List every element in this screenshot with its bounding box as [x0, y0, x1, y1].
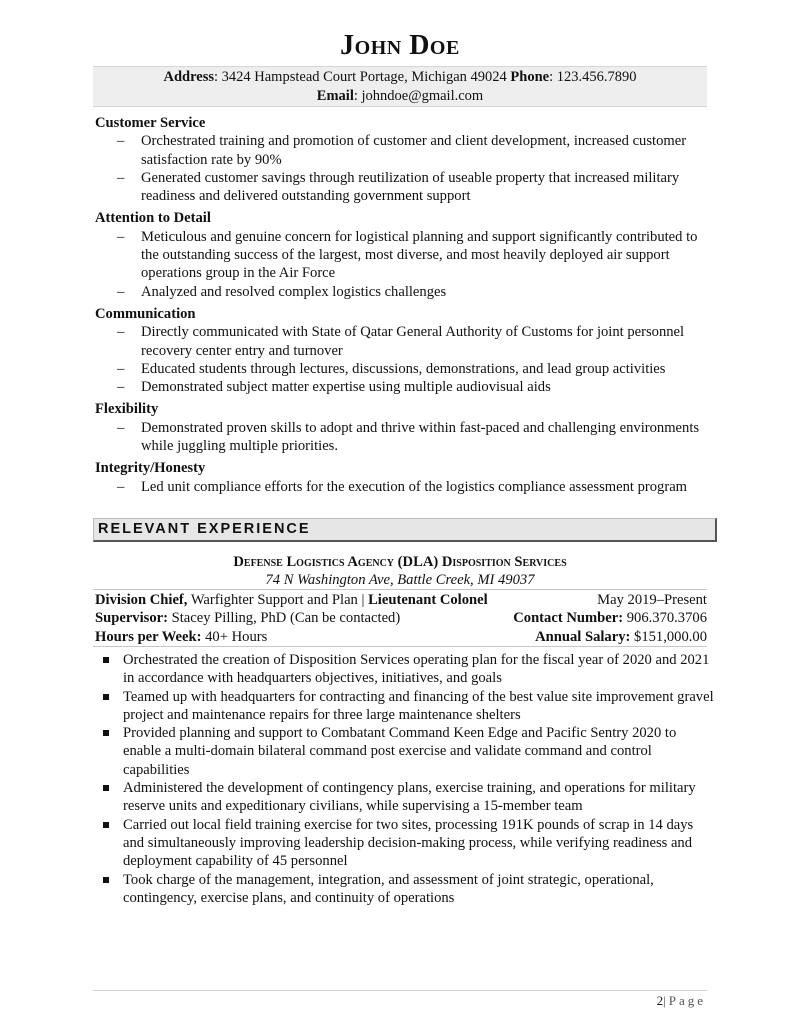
employer-address: 74 N Washington Ave, Battle Creek, MI 49037: [265, 572, 535, 588]
square-bullet: [103, 694, 109, 700]
list-item-text: Led unit compliance efforts for the execution of the logistics compliance assessment program: [141, 478, 688, 495]
dash-bullet: –: [117, 133, 125, 150]
employer-name: Defense Logistics Agency (DLA) Disposition Services: [233, 554, 567, 570]
dash-bullet: –: [117, 283, 125, 300]
skill-category-title: Attention to Detail: [95, 210, 211, 227]
dash-bullet: –: [117, 478, 125, 495]
list-item: [95, 816, 715, 871]
duties-list: [95, 651, 715, 907]
list-item: [95, 779, 715, 816]
list-item-text: Took charge of the management, integration, and assessment of joint strategic, operational, contingency, exercise plans, and continuity of operations: [123, 871, 654, 906]
contact-box: [93, 66, 707, 107]
salary-label: Annual Salary:: [535, 628, 631, 645]
list-item-text: Teamed up with headquarters for contracting and financing of the best value site improvement gravel project and maintenance repairs for three large maintenance shelters: [123, 688, 714, 723]
skill-category-title: Flexibility: [95, 401, 159, 418]
page-label: |Page: [663, 993, 706, 1008]
dash-bullet: –: [117, 169, 125, 186]
list-item-text: Provided planning and support to Combatant Command Keen Edge and Pacific Sentry 2020 to enable a multi-domain bilateral command post exercise and validate command and control capabilities: [123, 725, 677, 778]
phone-label: Phone: [510, 69, 550, 85]
list-item-text: Orchestrated training and promotion of customer and client development, increased customer satisfaction rate by 90%: [141, 133, 687, 168]
contact-value: 906.370.3706: [623, 610, 707, 627]
dash-bullet: –: [117, 228, 125, 245]
section-heading-relevant-experience: RELEVANT EXPERIENCE: [93, 518, 717, 542]
email-value: : johndoe@gmail.com: [353, 87, 484, 104]
list-item: [95, 378, 715, 396]
list-item: [95, 228, 715, 283]
contact-number: [513, 609, 707, 627]
email-line: [93, 87, 707, 106]
divider: [93, 646, 707, 647]
skill-category-title: Integrity/Honesty: [95, 460, 206, 477]
list-item: [95, 419, 715, 456]
role-title: [95, 591, 488, 609]
list-item: [95, 688, 715, 725]
candidate-name: John Doe: [340, 30, 460, 61]
skill-category-communication: [95, 305, 715, 396]
list-item: [95, 169, 715, 206]
list-item-text: Meticulous and genuine concern for logistical planning and support significantly contributed to the outstanding success of the largest, most diverse, and most heavily deployed air support operations group in the Air Force: [141, 228, 698, 282]
list-item-text: Carried out local field training exercise for two sites, processing 191K pounds of scrap in 14 days and simultaneously improving leadership decision-making process, while verifying readiness and deployment capability of 45 personnel: [123, 816, 694, 870]
skill-category-customer-service: [95, 114, 715, 205]
dash-bullet: –: [117, 324, 125, 341]
contact-label: Contact Number:: [513, 610, 624, 627]
list-item-text: Administered the development of contingency plans, exercise training, and operations for military reserve units and expeditionary civilians, while supervising a 15-member team: [123, 780, 696, 815]
list-item-text: Demonstrated proven skills to adopt and thrive within fast-paced and challenging environments while juggling multiple priorities.: [141, 419, 700, 455]
skills-section: [95, 114, 715, 500]
square-bullet: [103, 877, 109, 883]
divider: [93, 589, 707, 590]
dash-bullet: –: [117, 419, 125, 436]
list-item: [95, 283, 715, 301]
hours-row: [95, 628, 707, 646]
supervisor-label: Supervisor:: [95, 610, 168, 627]
list-item: [95, 724, 715, 779]
skill-category-flexibility: [95, 400, 715, 455]
role-title-bold: Division Chief,: [95, 592, 188, 608]
square-bullet: [103, 730, 109, 736]
dash-bullet: –: [117, 360, 125, 377]
list-item-text: Analyzed and resolved complex logistics challenges: [141, 283, 447, 300]
page-number-value: 2: [656, 993, 664, 1008]
list-item: [95, 478, 715, 496]
phone-value: : 123.456.7890: [549, 69, 637, 85]
salary-value: $151,000.00: [630, 628, 707, 645]
skill-category-integrity-honesty: [95, 459, 715, 496]
hours: [95, 628, 267, 646]
email-label: Email: [316, 87, 354, 104]
list-item: [95, 323, 715, 360]
supervisor-value: Stacey Pilling, PhD (Can be contacted): [167, 610, 401, 627]
address-label: Address: [163, 69, 214, 85]
list-item: [95, 651, 715, 688]
supervisor: [95, 609, 400, 627]
skill-category-title: Communication: [95, 305, 196, 322]
list-item: [95, 132, 715, 169]
page-number: [657, 993, 706, 1009]
skill-category-attention-to-detail: [95, 209, 715, 300]
role-title-row: [95, 591, 707, 609]
hours-label: Hours per Week:: [95, 628, 202, 645]
dash-bullet: –: [117, 379, 125, 396]
address-line: [93, 68, 707, 87]
supervisor-row: [95, 609, 707, 627]
list-item: [95, 871, 715, 908]
footer-divider: [93, 990, 707, 991]
role-dates: May 2019–Present: [597, 592, 707, 608]
square-bullet: [103, 785, 109, 791]
list-item-text: Educated students through lectures, discussions, demonstrations, and lead group activities: [141, 360, 666, 377]
role-title-rest: Warfighter Support and Plan |: [187, 592, 369, 608]
address-value: : 3424 Hampstead Court Portage, Michigan 49024: [214, 69, 511, 85]
list-item-text: Orchestrated the creation of Disposition Services operating plan for the fiscal year of 2020 and 2021 in accordance with headquarters objectives, initiatives, and goals: [123, 652, 710, 687]
list-item: [95, 360, 715, 378]
square-bullet: [103, 657, 109, 663]
role-rank: Lieutenant Colonel: [368, 592, 488, 608]
list-item-text: Directly communicated with State of Qatar General Authority of Customs for joint personnel recovery center entry and turnover: [141, 324, 685, 359]
role-details: [95, 591, 707, 646]
employer-block: [0, 553, 800, 589]
list-item-text: Generated customer savings through reutilization of useable property that increased military readiness and delivered outstanding government support: [141, 169, 680, 205]
square-bullet: [103, 822, 109, 828]
hours-value: 40+ Hours: [201, 628, 268, 645]
salary: [535, 628, 707, 646]
skill-category-title: Customer Service: [95, 115, 206, 131]
list-item-text: Demonstrated subject matter expertise using multiple audiovisual aids: [141, 379, 551, 396]
